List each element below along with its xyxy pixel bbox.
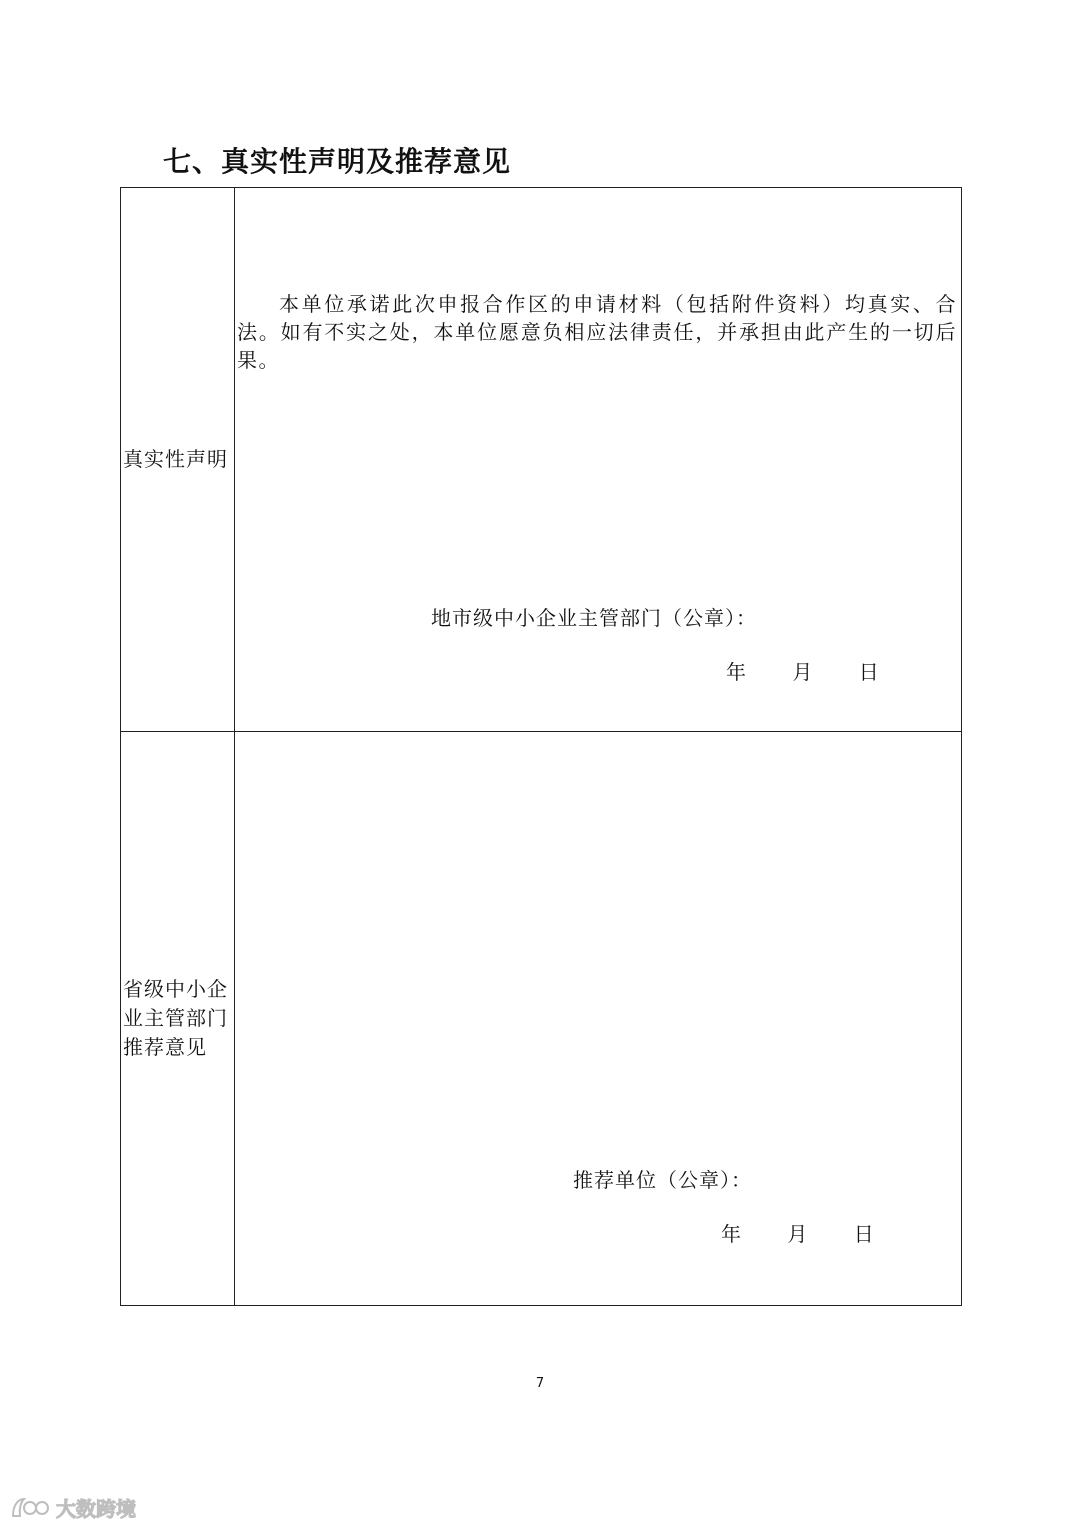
logo-icon — [10, 1496, 50, 1520]
declaration-text: 本单位承诺此次申报合作区的申请材料（包括附件资料）均真实、合法。如有不实之处，本单位愿意负相应法律责任，并承担由此产生的一切后果。 — [237, 292, 957, 372]
date-year: 年 — [726, 660, 746, 684]
recommender-date-line — [721, 1218, 874, 1247]
table-row-recommendation — [121, 732, 961, 1305]
date-day: 日 — [853, 1222, 874, 1246]
watermark — [10, 1493, 136, 1522]
label-cell-recommendation — [121, 732, 235, 1305]
authenticity-label: 真实性声明 — [123, 447, 228, 471]
recommendation-label-line: 业主管部门 — [123, 1006, 228, 1030]
watermark-text: 大数跨境 — [56, 1497, 136, 1521]
table-row-authenticity — [121, 188, 961, 732]
declaration-table — [120, 187, 962, 1306]
recommendation-label-line: 省级中小企 — [123, 977, 228, 1001]
date-month: 月 — [792, 660, 813, 684]
recommender-stamp-label: 推荐单位（公章）： — [573, 1168, 752, 1192]
content-cell-recommendation — [235, 732, 961, 1305]
date-year: 年 — [721, 1222, 741, 1246]
page-number: 7 — [535, 1376, 545, 1391]
label-cell-authenticity — [121, 188, 235, 731]
municipal-date-line — [726, 656, 879, 685]
date-day: 日 — [858, 660, 879, 684]
section-title: 七、真实性声明及推荐意见 — [163, 145, 512, 178]
date-month: 月 — [787, 1222, 808, 1246]
municipal-stamp-label: 地市级中小企业主管部门（公章）： — [431, 606, 757, 630]
content-cell-authenticity — [235, 188, 961, 731]
recommendation-label — [121, 975, 228, 1062]
recommendation-label-line: 推荐意见 — [123, 1035, 207, 1059]
